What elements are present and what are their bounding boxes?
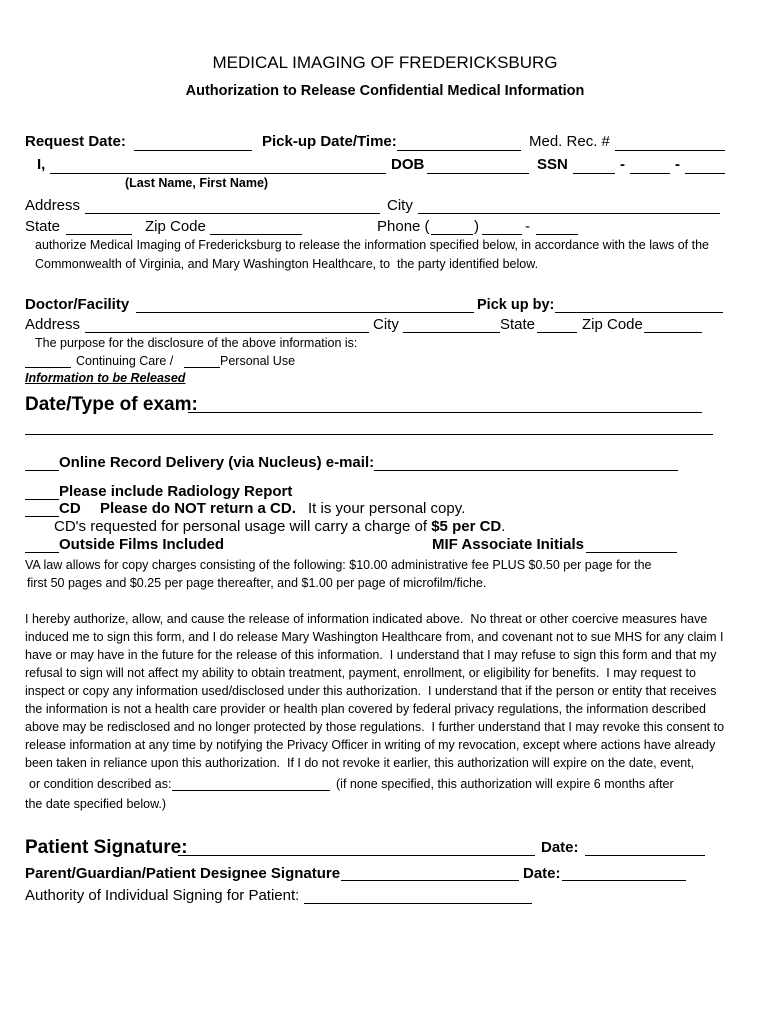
phone-line-field[interactable] [536, 234, 578, 235]
condition-field[interactable] [172, 790, 330, 791]
zip-field[interactable] [210, 234, 302, 235]
med-rec-label: Med. Rec. # [529, 133, 610, 150]
request-date-field[interactable] [134, 150, 252, 151]
ssn-part1-field[interactable] [573, 173, 615, 174]
pick-up-by-label: Pick up by: [477, 297, 555, 313]
phone-prefix-field[interactable] [482, 234, 522, 235]
consent-line: inspect or copy any information used/disclosed under this authorization. I understand that if the person or entity that receives [25, 684, 717, 698]
outside-films-label: Outside Films Included [59, 536, 225, 553]
form-subtitle: Authorization to Release Confidential Medical Information [185, 83, 585, 99]
consent-line: release information at any time by notifying the Privacy Officer in writing of my revocation, except where actions have already [25, 738, 716, 752]
recipient-address-field[interactable] [85, 332, 369, 333]
cd-charge-text [54, 519, 505, 534]
radiology-report-label: Please include Radiology Report [59, 483, 293, 500]
i-label: I, [37, 156, 46, 173]
authority-field[interactable] [304, 903, 532, 904]
phone-dash: - [525, 218, 530, 235]
mif-initials-label: MIF Associate Initials [432, 536, 584, 553]
radiology-report-check[interactable] [25, 499, 59, 500]
doctor-facility-field[interactable] [136, 312, 474, 313]
state-label: State [25, 218, 61, 235]
consent-line: I hereby authorize, allow, and cause the release of information indicated above. No threat or other coercive measures have [25, 612, 708, 626]
patient-signature-date-label: Date: [541, 839, 579, 856]
va-law-text-2: first 50 pages and $0.25 per page thereafter, and $1.00 per page of microfilm/fiche. [27, 576, 487, 590]
cd-label: CD [59, 500, 81, 517]
online-email-field[interactable] [374, 470, 678, 471]
phone-paren: ) [474, 218, 479, 235]
form-title: MEDICAL IMAGING OF FREDERICKSBURG [212, 53, 558, 72]
outside-films-check[interactable] [25, 552, 59, 553]
ssn-dash: - [675, 156, 680, 173]
online-delivery-label: Online Record Delivery (via Nucleus) e-mail: [59, 454, 375, 471]
personal-use-label: Personal Use [220, 354, 296, 368]
cd-no-return: Please do NOT return a CD. [100, 500, 296, 517]
cd-check[interactable] [25, 516, 59, 517]
continuing-care-label: Continuing Care / [76, 354, 174, 368]
condition-label: or condition described as: [29, 777, 172, 791]
consent-line: have or may have in the future for the release of this information. I understand that I may refuse to sign this form and that my [25, 648, 717, 662]
authority-label: Authority of Individual Signing for Patient: [25, 887, 300, 904]
recipient-zip-label: Zip Code [582, 316, 643, 333]
condition-note: (if none specified, this authorization will expire 6 months after [336, 777, 674, 791]
ssn-dash: - [620, 156, 625, 173]
cd-charge-amount: $5 per CD [431, 518, 502, 535]
guardian-signature-label: Parent/Guardian/Patient Designee Signature [25, 865, 341, 882]
recipient-city-label: City [373, 316, 399, 333]
pickup-datetime-field[interactable] [397, 150, 521, 151]
city-field[interactable] [418, 213, 720, 214]
cd-charge-post: . [501, 518, 506, 535]
date-specified-text: the date specified below.) [25, 797, 167, 811]
personal-use-field[interactable] [184, 367, 220, 368]
recipient-state-field[interactable] [537, 332, 577, 333]
authorize-text-2: Commonwealth of Virginia, and Mary Washington Healthcare, to the party identified below. [35, 257, 539, 271]
phone-area-field[interactable] [431, 234, 473, 235]
continuing-care-field[interactable] [25, 367, 71, 368]
zip-label: Zip Code [145, 218, 206, 235]
exam-field[interactable] [188, 412, 702, 413]
ssn-part2-field[interactable] [630, 173, 670, 174]
recipient-city-field[interactable] [403, 332, 500, 333]
ssn-part3-field[interactable] [685, 173, 725, 174]
recipient-zip-field[interactable] [644, 332, 702, 333]
online-delivery-check[interactable] [25, 470, 59, 471]
name-hint: (Last Name, First Name) [125, 176, 269, 190]
pickup-datetime-label: Pick-up Date/Time: [262, 133, 397, 150]
consent-line: induced me to sign this form, and I do release Mary Washington Healthcare from, and covenant not to sue MHS for any claim I [25, 630, 724, 644]
guardian-signature-field[interactable] [341, 880, 519, 881]
purpose-text: The purpose for the disclosure of the above information is: [35, 336, 358, 350]
request-date-label: Request Date: [25, 133, 126, 150]
info-released-heading: Information to be Released [25, 371, 186, 385]
dob-field[interactable] [427, 173, 529, 174]
recipient-state-label: State [500, 316, 536, 333]
cd-charge-pre: CD's requested for personal usage will carry a charge of [54, 518, 432, 535]
state-field[interactable] [66, 234, 132, 235]
consent-line: refusal to sign will not affect my ability to obtain treatment, payment, enrollment, or eligibility for benefits. I may request to [25, 666, 696, 680]
guardian-date-label: Date: [523, 865, 561, 882]
med-rec-field[interactable] [615, 150, 725, 151]
exam-field-line2[interactable] [25, 434, 713, 435]
dob-label: DOB [391, 156, 425, 173]
address-field[interactable] [85, 213, 380, 214]
patient-name-field[interactable] [50, 173, 386, 174]
va-law-text-1: VA law allows for copy charges consisting of the following: $10.00 administrative fee PLUS $0.50 per page for the [25, 558, 652, 572]
doctor-facility-label: Doctor/Facility [25, 296, 130, 313]
cd-personal-copy: It is your personal copy. [308, 500, 466, 517]
pick-up-by-field[interactable] [555, 312, 723, 313]
guardian-date-field[interactable] [562, 880, 686, 881]
address-label: Address [25, 197, 81, 214]
consent-line: above may be redisclosed and no longer protected by those regulations. I further understand that I may revoke this consent to [25, 720, 725, 734]
city-label: City [387, 197, 413, 214]
ssn-label: SSN [537, 156, 568, 173]
mif-initials-field[interactable] [586, 552, 677, 553]
recipient-address-label: Address [25, 316, 81, 333]
authorize-text-1: authorize Medical Imaging of Fredericksburg to release the information specified below, in accordance with the laws of the [35, 238, 709, 252]
consent-line: the information is not a health care provider or health plan covered by federal privacy regulations, the information described [25, 702, 706, 716]
consent-line: been taken in reliance upon this authorization. If I do not revoke it earlier, this authorization will expire on the date, event, [25, 756, 695, 770]
exam-label: Date/Type of exam: [25, 394, 198, 415]
phone-label: Phone ( [377, 218, 430, 235]
patient-signature-field[interactable] [178, 855, 535, 856]
patient-signature-label: Patient Signature: [25, 837, 188, 858]
patient-signature-date-field[interactable] [585, 855, 705, 856]
